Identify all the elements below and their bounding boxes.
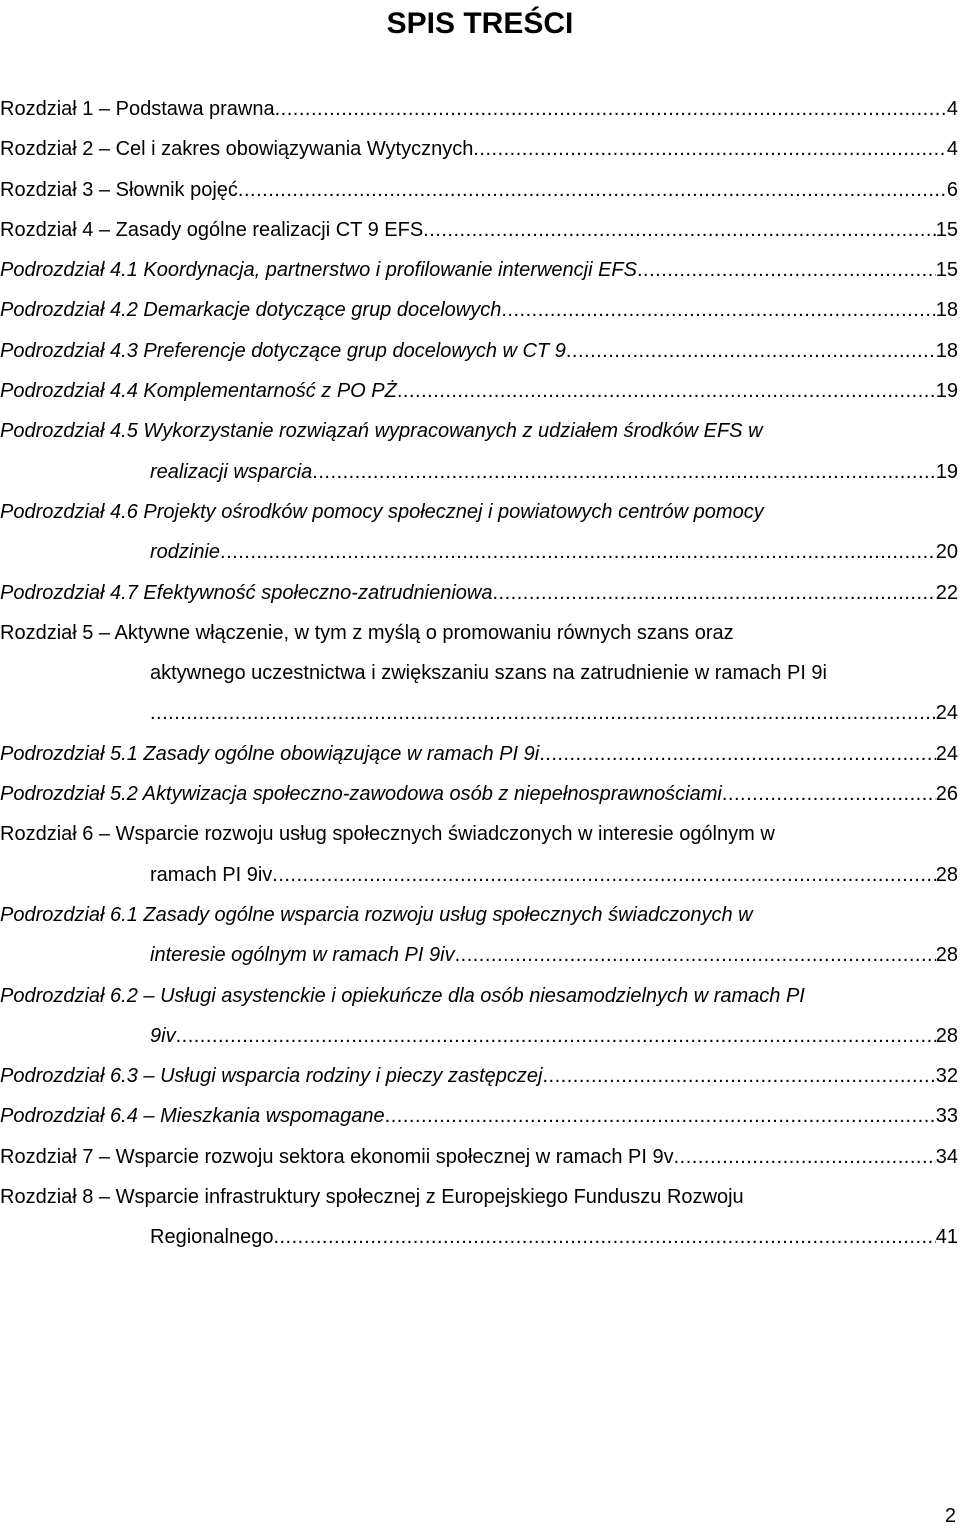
dot-leader bbox=[272, 855, 935, 895]
toc-entry[interactable] bbox=[0, 210, 960, 250]
toc-entry-text: rodzinie bbox=[150, 541, 221, 564]
toc-page-number: 33 bbox=[935, 1105, 958, 1128]
toc-entry[interactable] bbox=[0, 129, 960, 169]
dot-leader bbox=[674, 1137, 936, 1177]
toc-entry-text: Podrozdział 5.1 Zasady ogólne obowiązujące w ramach PI 9i bbox=[0, 742, 540, 765]
dot-leader bbox=[455, 935, 936, 975]
dot-leader bbox=[273, 1217, 935, 1257]
toc-entry[interactable] bbox=[0, 814, 960, 895]
toc-page-number: 4 bbox=[946, 138, 958, 161]
toc-entry[interactable] bbox=[0, 371, 960, 411]
dot-leader bbox=[176, 1016, 936, 1056]
toc-page-number: 6 bbox=[946, 178, 958, 201]
toc-entry[interactable] bbox=[0, 89, 960, 129]
toc-page-number: 26 bbox=[935, 783, 958, 806]
toc-entry-text: Regionalnego bbox=[150, 1226, 274, 1249]
toc-entry-text: Rozdział 1 – Podstawa prawna bbox=[0, 98, 275, 120]
toc-entry-text: Rozdział 3 – Słownik pojęć bbox=[0, 178, 238, 201]
toc-page-number: 24 bbox=[935, 702, 958, 725]
toc-entry[interactable] bbox=[0, 613, 960, 734]
dot-leader bbox=[501, 290, 935, 330]
toc-page-number: 41 bbox=[935, 1226, 958, 1249]
toc-entry[interactable] bbox=[0, 492, 960, 573]
toc-entry[interactable] bbox=[0, 1056, 960, 1096]
dot-leader bbox=[473, 129, 947, 169]
toc-entry-text: aktywnego uczestnictwa i zwiększaniu szans na zatrudnienie w ramach PI 9i bbox=[150, 662, 827, 685]
toc-entry[interactable] bbox=[0, 170, 960, 210]
toc-entry[interactable] bbox=[0, 1137, 960, 1177]
toc-entry-text: Rozdział 6 – Wsparcie rozwoju usług społecznych świadczonych w interesie ogólnym w bbox=[0, 823, 775, 846]
toc-page-number: 19 bbox=[935, 460, 958, 483]
toc-page-number: 15 bbox=[935, 259, 958, 282]
toc-entry[interactable] bbox=[0, 411, 960, 492]
toc-entry[interactable] bbox=[0, 734, 960, 774]
toc-page-number: 15 bbox=[935, 218, 958, 241]
toc-entry-text: Podrozdział 5.2 Aktywizacja społeczno-zawodowa osób z niepełnosprawnościami bbox=[0, 783, 722, 806]
toc-page-number: 22 bbox=[935, 581, 958, 604]
toc-entry-text: Podrozdział 4.1 Koordynacja, partnerstwo i profilowanie interwencji EFS bbox=[0, 259, 637, 282]
toc-page-number: 28 bbox=[935, 863, 958, 886]
toc-entry[interactable] bbox=[0, 1096, 960, 1136]
toc-entry-text: Podrozdział 4.3 Preferencje dotyczące grup docelowych w CT 9 bbox=[0, 339, 566, 362]
dot-leader bbox=[275, 89, 947, 129]
dot-leader bbox=[238, 170, 947, 210]
toc-entry-text: Podrozdział 6.2 – Usługi asystenckie i opiekuńcze dla osób niesamodzielnych w ramach PI bbox=[0, 984, 805, 1007]
toc-entry-text: Podrozdział 6.4 – Mieszkania wspomagane bbox=[0, 1105, 385, 1128]
toc-entry-text: realizacji wsparcia bbox=[150, 460, 313, 483]
dot-leader bbox=[637, 250, 936, 290]
toc-page-number: 19 bbox=[935, 380, 958, 403]
toc-page-number: 32 bbox=[935, 1065, 958, 1088]
dot-leader bbox=[150, 693, 936, 733]
toc-entry[interactable] bbox=[0, 895, 960, 976]
toc-entry[interactable] bbox=[0, 290, 960, 330]
toc-page-number: 18 bbox=[935, 339, 958, 362]
toc-page-number: 18 bbox=[935, 299, 958, 322]
table-of-contents bbox=[0, 89, 960, 1258]
dot-leader bbox=[397, 371, 936, 411]
dot-leader bbox=[312, 452, 935, 492]
dot-leader bbox=[423, 210, 936, 250]
toc-entry[interactable] bbox=[0, 774, 960, 814]
toc-entry-text: Rozdział 5 – Aktywne włączenie, w tym z myślą o promowaniu równych szans oraz bbox=[0, 621, 734, 644]
page-title: SPIS TREŚCI bbox=[386, 7, 574, 40]
toc-entry[interactable] bbox=[0, 976, 960, 1057]
toc-entry-text: Podrozdział 4.7 Efektywność społeczno-zatrudnieniowa bbox=[0, 581, 493, 604]
toc-entry[interactable] bbox=[0, 250, 960, 290]
toc-entry-text: Rozdział 8 – Wsparcie infrastruktury społecznej z Europejskiego Funduszu Rozwoju bbox=[0, 1186, 744, 1209]
toc-entry-text: Podrozdział 4.6 Projekty ośrodków pomocy społecznej i powiatowych centrów pomocy bbox=[0, 500, 764, 523]
toc-entry[interactable] bbox=[0, 573, 960, 613]
toc-entry-text: Rozdział 2 – Cel i zakres obowiązywania Wytycznych bbox=[0, 138, 474, 161]
dot-leader bbox=[385, 1096, 936, 1136]
toc-entry-text: ramach PI 9iv bbox=[150, 863, 273, 886]
toc-entry-text: Rozdział 7 – Wsparcie rozwoju sektora ekonomii społecznej w ramach PI 9v bbox=[0, 1145, 674, 1168]
toc-page-number: 20 bbox=[935, 541, 958, 564]
dot-leader bbox=[493, 573, 936, 613]
toc-page-number: 4 bbox=[946, 98, 958, 120]
toc-entry-text: Podrozdział 6.1 Zasady ogólne wsparcia rozwoju usług społecznych świadczonych w bbox=[0, 903, 753, 926]
dot-leader bbox=[542, 1056, 935, 1096]
toc-entry[interactable] bbox=[0, 1177, 960, 1258]
toc-entry-text: Podrozdział 4.5 Wykorzystanie rozwiązań wypracowanych z udziałem środków EFS w bbox=[0, 420, 763, 443]
toc-page-number: 34 bbox=[935, 1145, 958, 1168]
dot-leader bbox=[566, 331, 936, 371]
toc-page-number: 28 bbox=[935, 944, 958, 967]
page-number: 2 bbox=[944, 1505, 956, 1527]
dot-leader bbox=[220, 532, 936, 572]
toc-entry-text: Podrozdział 4.2 Demarkacje dotyczące grup docelowych bbox=[0, 299, 502, 322]
toc-entry-text: interesie ogólnym w ramach PI 9iv bbox=[150, 944, 455, 967]
dot-leader bbox=[722, 774, 936, 814]
toc-entry-text: Podrozdział 6.3 – Usługi wsparcia rodziny i pieczy zastępczej bbox=[0, 1065, 543, 1088]
dot-leader bbox=[539, 734, 936, 774]
toc-entry-text: Podrozdział 4.4 Komplementarność z PO PŻ bbox=[0, 380, 397, 403]
toc-entry-text: 9iv bbox=[150, 1024, 176, 1047]
toc-page-number: 24 bbox=[935, 742, 958, 765]
toc-page-number: 28 bbox=[935, 1024, 958, 1047]
toc-entry-text: Rozdział 4 – Zasady ogólne realizacji CT 9 EFS bbox=[0, 218, 424, 241]
toc-entry[interactable] bbox=[0, 331, 960, 371]
